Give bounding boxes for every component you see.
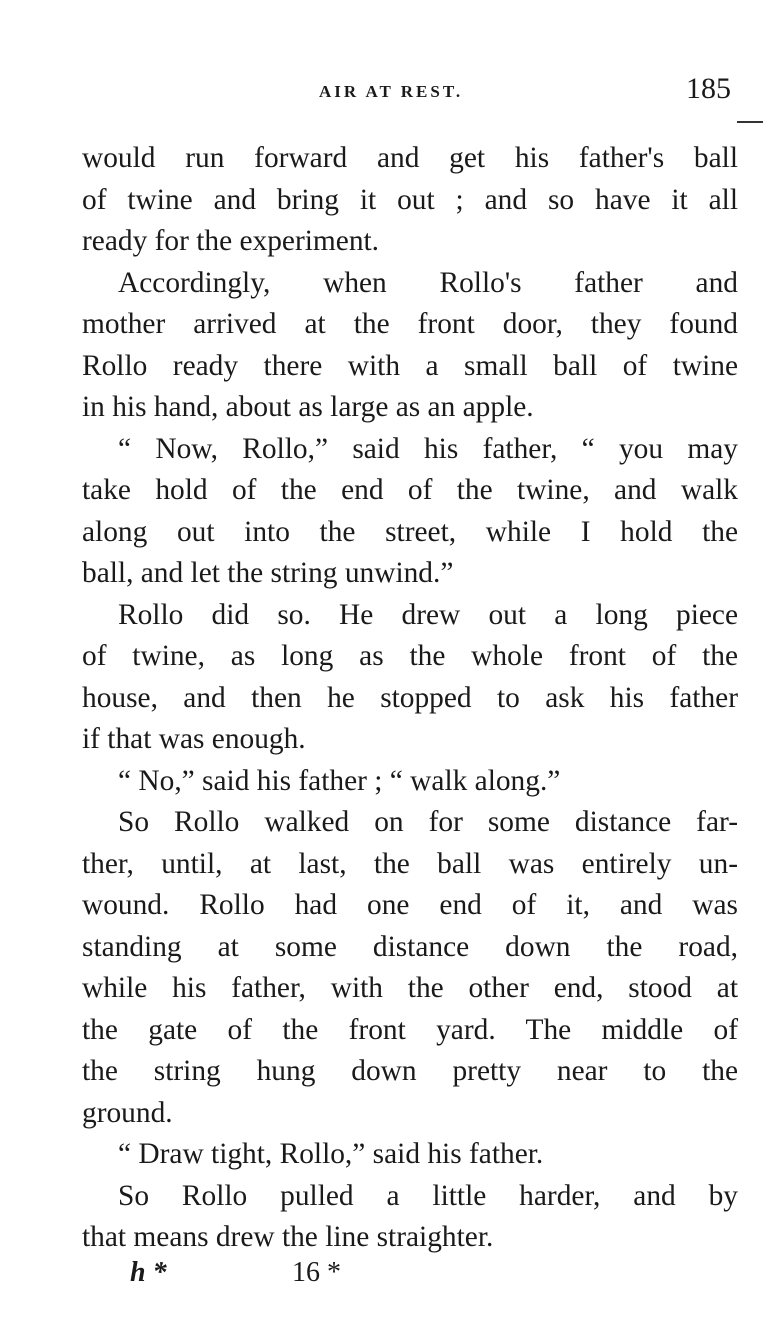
running-head: AIR AT REST.: [319, 82, 464, 101]
text-line: “ No,” said his father ; “ walk along.”: [118, 764, 561, 797]
page-header: [0, 72, 781, 112]
text-line: take hold of the end of the twine, and walk: [82, 474, 738, 506]
text-line: would run forward and get his father's ball: [82, 142, 738, 174]
text-line: along out into the street, while I hold the: [82, 515, 738, 548]
text-line: ball, and let the string unwind.”: [82, 557, 454, 589]
text-line: in his hand, about as large as an apple.: [82, 391, 534, 423]
text-line: ready for the experiment.: [82, 225, 380, 257]
page-number: 185: [686, 72, 731, 105]
sheet-number: 16 *: [292, 1257, 341, 1288]
text-line: Rollo ready there with a small ball of twine: [82, 349, 738, 382]
text-line: standing at some distance down the road,: [82, 930, 738, 963]
text-line: Rollo did so. He drew out a long piece: [118, 598, 738, 631]
text-line: So Rollo pulled a little harder, and by: [118, 1179, 738, 1212]
signature-mark: h *: [130, 1257, 167, 1288]
text-line: So Rollo walked on for some distance far-: [118, 806, 738, 838]
page-footer: [0, 1257, 781, 1297]
text-line: the gate of the front yard. The middle of: [82, 1013, 738, 1046]
text-line: that means drew the line straighter.: [82, 1221, 494, 1253]
text-line: ground.: [82, 1096, 173, 1129]
text-line: the string hung down pretty near to the: [82, 1055, 738, 1087]
text-line: house, and then he stopped to ask his father: [82, 681, 738, 714]
body-text: [82, 138, 738, 1259]
text-line: Accordingly, when Rollo's father and: [118, 266, 738, 299]
text-line: while his father, with the other end, stood at: [82, 972, 738, 1004]
text-line: ther, until, at last, the ball was entirely un-: [82, 847, 738, 880]
text-line: wound. Rollo had one end of it, and was: [82, 889, 738, 921]
header-rule: [737, 121, 763, 123]
text-line: “ Now, Rollo,” said his father, “ you may: [118, 432, 738, 465]
text-line: “ Draw tight, Rollo,” said his father.: [118, 1138, 544, 1170]
text-line: if that was enough.: [82, 723, 306, 755]
text-line: of twine, as long as the whole front of the: [82, 640, 738, 672]
text-line: mother arrived at the front door, they found: [82, 308, 738, 340]
text-line: of twine and bring it out ; and so have it all: [82, 183, 738, 216]
